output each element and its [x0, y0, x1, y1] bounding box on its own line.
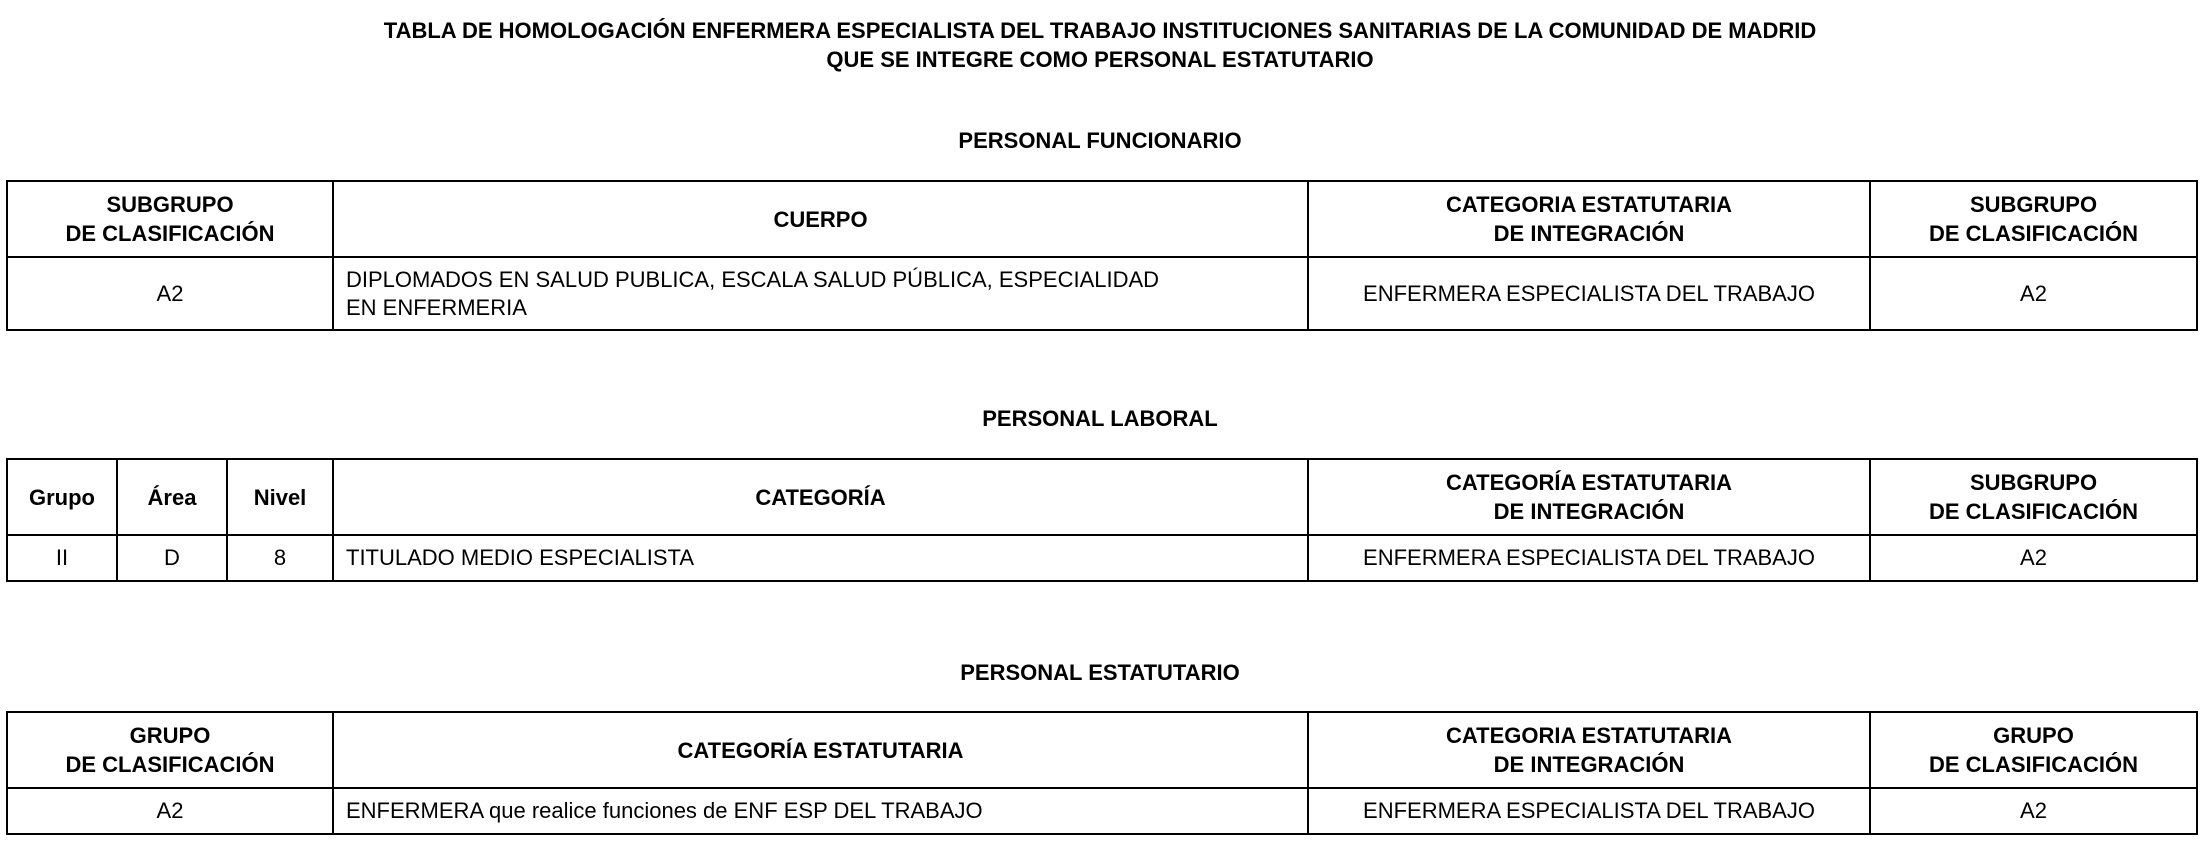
table-row [7, 257, 2197, 330]
estatutario-cell-categoria: ENFERMERA que realice funciones de ENF ESP DEL TRABAJO [333, 788, 1308, 834]
document-title-line1: TABLA DE HOMOLOGACIÓN ENFERMERA ESPECIALISTA DEL TRABAJO INSTITUCIONES SANITARIAS DE LA COMUNIDAD DE MADRID [383, 18, 1817, 43]
estatutario-header-categoria: CATEGORÍA ESTATUTARIA [333, 712, 1308, 788]
laboral-cell-area: D [117, 535, 227, 581]
table-row [7, 535, 2197, 581]
funcionario-header-subgrupo: SUBGRUPO DE CLASIFICACIÓN [7, 181, 333, 257]
laboral-header-area: Área [117, 459, 227, 535]
estatutario-header-grupo-2: GRUPO DE CLASIFICACIÓN [1870, 712, 2197, 788]
table-row [7, 788, 2197, 834]
laboral-cell-subgrupo: A2 [1870, 535, 2197, 581]
estatutario-cell-categoria-integracion: ENFERMERA ESPECIALISTA DEL TRABAJO [1308, 788, 1870, 834]
funcionario-table [6, 180, 2198, 331]
estatutario-header-categoria-integracion: CATEGORIA ESTATUTARIA DE INTEGRACIÓN [1308, 712, 1870, 788]
funcionario-cell-cuerpo: DIPLOMADOS EN SALUD PUBLICA, ESCALA SALUD PÚBLICA, ESPECIALIDAD EN ENFERMERIA [333, 257, 1308, 330]
laboral-table [6, 458, 2198, 582]
funcionario-cell-subgrupo-2: A2 [1870, 257, 2197, 330]
document-title [0, 16, 2200, 74]
funcionario-cell-categoria: ENFERMERA ESPECIALISTA DEL TRABAJO [1308, 257, 1870, 330]
section-title-funcionario: PERSONAL FUNCIONARIO [958, 128, 1242, 153]
estatutario-header-grupo: GRUPO DE CLASIFICACIÓN [7, 712, 333, 788]
funcionario-header-cuerpo: CUERPO [333, 181, 1308, 257]
laboral-header-categoria-estatutaria: CATEGORÍA ESTATUTARIA DE INTEGRACIÓN [1308, 459, 1870, 535]
laboral-cell-grupo: II [7, 535, 117, 581]
section-title-laboral: PERSONAL LABORAL [982, 406, 1218, 431]
laboral-header-subgrupo: SUBGRUPO DE CLASIFICACIÓN [1870, 459, 2197, 535]
estatutario-table [6, 711, 2198, 835]
laboral-header-categoria: CATEGORÍA [333, 459, 1308, 535]
laboral-header-row [7, 459, 2197, 535]
document-title-line2: QUE SE INTEGRE COMO PERSONAL ESTATUTARIO [826, 47, 1374, 72]
section-title-estatutario: PERSONAL ESTATUTARIO [960, 660, 1240, 685]
estatutario-header-row [7, 712, 2197, 788]
estatutario-cell-grupo-2: A2 [1870, 788, 2197, 834]
laboral-cell-nivel: 8 [227, 535, 333, 581]
laboral-header-nivel: Nivel [227, 459, 333, 535]
funcionario-header-row [7, 181, 2197, 257]
laboral-header-grupo: Grupo [7, 459, 117, 535]
laboral-cell-categoria: TITULADO MEDIO ESPECIALISTA [333, 535, 1308, 581]
funcionario-header-subgrupo-2: SUBGRUPO DE CLASIFICACIÓN [1870, 181, 2197, 257]
estatutario-cell-grupo: A2 [7, 788, 333, 834]
laboral-cell-categoria-estatutaria: ENFERMERA ESPECIALISTA DEL TRABAJO [1308, 535, 1870, 581]
funcionario-header-categoria: CATEGORIA ESTATUTARIA DE INTEGRACIÓN [1308, 181, 1870, 257]
funcionario-cell-subgrupo: A2 [7, 257, 333, 330]
